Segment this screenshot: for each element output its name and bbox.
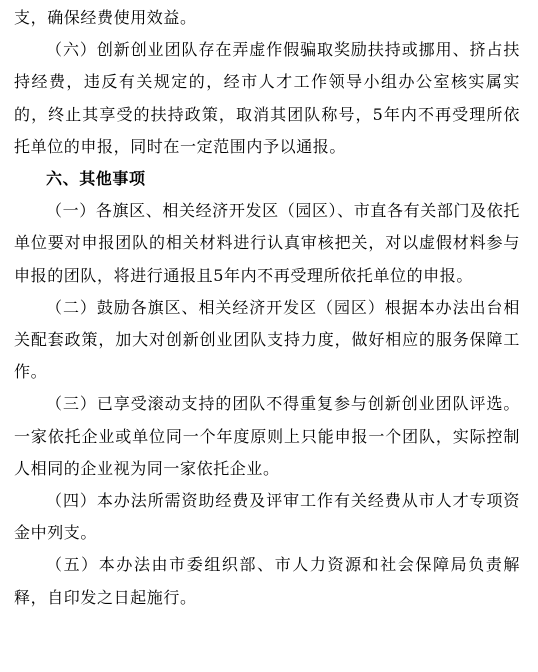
section-heading-other-matters: 六、其他事项 <box>46 169 146 189</box>
paragraph-clause-six-misconduct: （六）创新创业团队存在弄虚作假骗取奖励扶持或挪用、挤占扶持经费，违反有关规定的，经市人才工作领导小组办公室核实属实的，终止其享受的扶持政策，取消其团队称号，5年内不再受理所依托单位的申报，同时在一定范围内予以通报。 <box>14 40 520 156</box>
paragraph-item-five-interpretation: （五）本办法由市委组织部、市人力资源和社会保障局负责解释，自印发之日起施行。 <box>14 555 520 607</box>
paragraph-item-one-review: （一）各旗区、相关经济开发区（园区）、市直各有关部门及依托单位要对申报团队的相关材料进行认真审核把关，对以虚假材料参与申报的团队，将进行通报且5年内不再受理所依托单位的申报。 <box>14 201 520 285</box>
paragraph-continuation: 支，确保经费使用效益。 <box>14 8 197 27</box>
paragraph-item-four-funding: （四）本办法所需资助经费及评审工作有关经费从市人才专项资金中列支。 <box>14 491 520 543</box>
paragraph-item-three-eligibility: （三）已享受滚动支持的团队不得重复参与创新创业团队评选。一家依托企业或单位同一个年度原则上只能申报一个团队，实际控制人相同的企业视为同一家依托企业。 <box>14 394 520 478</box>
paragraph-item-two-support: （二）鼓励各旗区、相关经济开发区（园区）根据本办法出台相关配套政策，加大对创新创业团队支持力度，做好相应的服务保障工作。 <box>14 297 520 382</box>
